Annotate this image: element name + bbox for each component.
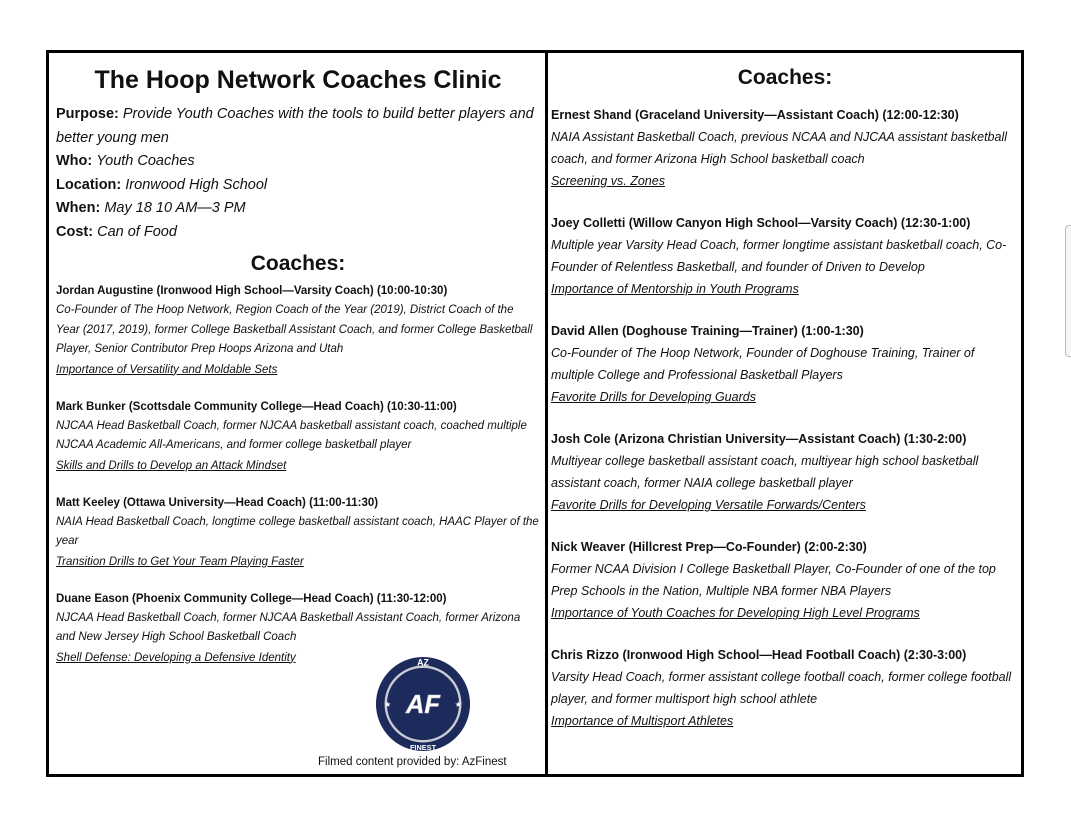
coach-description: NJCAA Head Basketball Coach, former NJCAA basketball assistant coach, coached multiple NJCAA Academic All-Americans, and former college basketball player — [56, 419, 527, 451]
coach-name: Nick Weaver (Hillcrest Prep—Co-Founder) (2:00-2:30) — [551, 540, 867, 554]
coach-name: Duane Eason (Phoenix Community College—Head Coach) (11:30-12:00) — [56, 592, 447, 605]
coach-entry — [551, 644, 1019, 732]
coach-description: Varsity Head Coach, former assistant college football coach, former college football player, and former multisport high school athlete — [551, 670, 1012, 706]
coach-topic: Transition Drills to Get Your Team Playing Faster — [56, 555, 304, 568]
logo-left-star-icon: ★ — [384, 699, 392, 709]
coach-topic: Favorite Drills for Developing Versatile Forwards/Centers — [551, 498, 866, 512]
right-column — [551, 65, 1019, 752]
coach-entry — [56, 494, 540, 572]
coach-description: Co-Founder of The Hoop Network, Region Coach of the Year (2019), District Coach of the Year (2017, 2019), former College Basketball Assistant Coach, and former College Basketball Player, Senior Contributor Prep Hoops Arizona and Utah — [56, 304, 533, 355]
scrollbar-handle[interactable] — [1065, 225, 1071, 357]
purpose-value: Provide Youth Coaches with the tools to build better players and better young men — [56, 106, 534, 146]
clinic-flyer — [46, 50, 1024, 777]
logo-mark-text: AF — [406, 690, 440, 719]
left-coaches-heading: Coaches: — [250, 252, 346, 275]
when-value: May 18 10 AM—3 PM — [104, 200, 246, 216]
cost-line — [56, 221, 540, 245]
coach-name: Mark Bunker (Scottsdale Community College—Head Coach) (10:30-11:00) — [56, 400, 457, 413]
location-value: Ironwood High School — [125, 176, 268, 193]
cost-value: Can of Food — [97, 223, 177, 240]
cost-label: Cost: — [56, 223, 94, 240]
coach-topic: Importance of Multisport Athletes — [551, 714, 734, 728]
location-label: Location: — [56, 176, 122, 193]
left-column — [56, 65, 540, 768]
who-value: Youth Coaches — [96, 153, 195, 169]
coach-entry — [551, 212, 1019, 300]
logo-right-star-icon: ★ — [454, 699, 462, 709]
coach-name: Josh Cole (Arizona Christian University—Assistant Coach) (1:30-2:00) — [551, 432, 967, 446]
coach-entry — [551, 320, 1019, 408]
coach-topic: Importance of Versatility and Moldable Sets — [56, 363, 278, 376]
coach-name: Ernest Shand (Graceland University—Assistant Coach) (12:00-12:30) — [551, 108, 959, 122]
coach-description: Multiple year Varsity Head Coach, former longtime assistant basketball coach, Co-Founder of Relentless Basketball, and founder of Driven to Develop — [551, 238, 1007, 274]
coach-name: Jordan Augustine (Ironwood High School—Varsity Coach) (10:00-10:30) — [56, 285, 448, 297]
right-coaches-heading: Coaches: — [737, 66, 833, 89]
page-title: The Hoop Network Coaches Clinic — [94, 66, 502, 94]
coach-entry — [551, 536, 1019, 624]
coach-name: Joey Colletti (Willow Canyon High School—Varsity Coach) (12:30-1:00) — [551, 216, 971, 230]
purpose-line — [56, 103, 540, 150]
who-line — [56, 150, 540, 174]
coach-name: Chris Rizzo (Ironwood High School—Head Football Coach) (2:30-3:00) — [551, 648, 967, 662]
coach-description: NAIA Assistant Basketball Coach, previous NCAA and NJCAA assistant basketball coach, and former Arizona High School basketball coach — [551, 130, 1007, 166]
coach-topic: Importance of Youth Coaches for Developing High Level Programs — [551, 606, 920, 620]
coach-name: David Allen (Doghouse Training—Trainer) (1:00-1:30) — [551, 324, 864, 338]
coach-description: Former NCAA Division I College Basketball Player, Co-Founder of one of the top Prep Schools in the Nation, Multiple NBA former NBA Players — [551, 562, 996, 598]
column-divider — [545, 53, 548, 774]
logo-top-text: AZ — [417, 657, 429, 668]
coach-entry — [56, 282, 540, 380]
coach-entry — [551, 428, 1019, 516]
coach-topic: Importance of Mentorship in Youth Programs — [551, 282, 799, 296]
when-line — [56, 197, 540, 221]
coach-topic: Shell Defense: Developing a Defensive Identity — [56, 651, 296, 664]
azfinest-logo-icon — [374, 655, 472, 753]
coach-topic: Screening vs. Zones — [551, 174, 665, 188]
coach-description: NAIA Head Basketball Coach, longtime college basketball assistant coach, HAAC Player of the year — [56, 515, 539, 547]
who-label: Who: — [56, 153, 93, 169]
purpose-label: Purpose: — [56, 106, 119, 122]
coach-entry — [56, 398, 540, 476]
credit-text: Filmed content provided by: AzFinest — [318, 756, 507, 768]
coach-description: NJCAA Head Basketball Coach, former NJCAA Basketball Assistant Coach, former Arizona and New Jersey High School Basketball Coach — [56, 611, 521, 643]
coach-description: Co-Founder of The Hoop Network, Founder of Doghouse Training, Trainer of multiple College and Professional Basketball Players — [551, 346, 975, 382]
coach-name: Matt Keeley (Ottawa University—Head Coach) (11:00-11:30) — [56, 496, 379, 509]
coach-description: Multiyear college basketball assistant coach, multiyear high school basketball assistant coach, former NAIA college basketball player — [551, 454, 979, 490]
when-label: When: — [56, 200, 101, 216]
coach-topic: Skills and Drills to Develop an Attack Mindset — [56, 459, 287, 472]
location-line — [56, 174, 540, 198]
coach-entry — [551, 104, 1019, 192]
coach-topic: Favorite Drills for Developing Guards — [551, 390, 756, 404]
logo-bottom-text: FINEST — [409, 743, 437, 753]
event-info — [56, 103, 540, 244]
